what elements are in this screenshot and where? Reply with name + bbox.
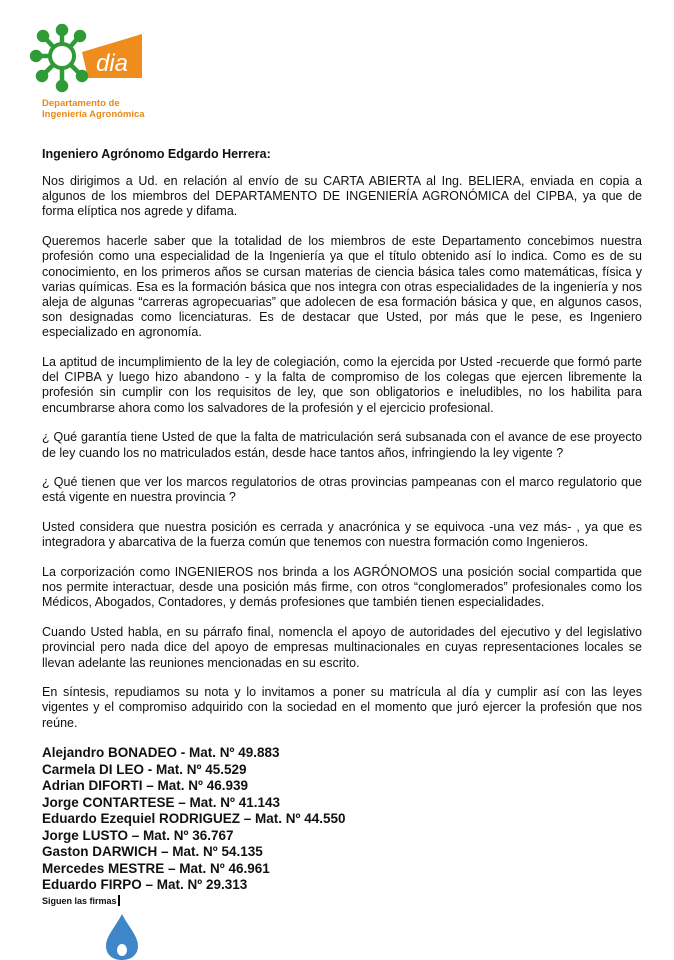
signature-list (42, 745, 642, 894)
closing-note-text: Siguen las firmas (42, 895, 117, 906)
signature-9: Eduardo FIRPO – Mat. Nº 29.313 (42, 877, 248, 893)
signature-3: Adrian DIFORTI – Mat. Nº 46.939 (42, 778, 248, 794)
paragraph-5: ¿ Qué tienen que ver los marcos regulatorios de otras provincias pampeanas con el marco regulatorio que está vigente en nuestra provincia ? (42, 475, 642, 505)
logo-wordmark: dia (96, 50, 129, 77)
paragraph-1: Nos dirigimos a Ud. en relación al envío de su CARTA ABIERTA al Ing. BELIERA, enviada en copia a algunos de los miembros del DEPARTAMENTO DE INGENIERÍA AGRONÓMICA del CIPBA, ya que de forma elíptica nos agrede y difama. (42, 174, 642, 219)
logo-caption-line1: Departamento de (42, 98, 120, 109)
paragraph-6: Usted considera que nuestra posición es cerrada y anacrónica y se equivoca -una vez más- , ya que es integradora y abarcativa de la fuerza común que tenemos con nuestra formación como Ingenieros. (42, 520, 642, 550)
green-sun-icon (30, 22, 150, 98)
paragraph-9: En síntesis, repudiamos su nota y lo invitamos a poner su matrícula al día y cumplir así con las leyes vigentes y el compromiso adquirido con la sociedad en el momento que juró ejercer la profesión que nos reúne. (42, 685, 642, 730)
logo-caption-line2: Ingeniería Agronómica (42, 109, 145, 120)
signature-6: Jorge LUSTO – Mat. Nº 36.767 (42, 827, 234, 843)
department-logo (30, 22, 150, 120)
letter-body (42, 147, 642, 907)
signature-4: Jorge CONTARTESE – Mat. Nº 41.143 (42, 794, 280, 810)
closing-note (42, 895, 642, 907)
paragraph-4: ¿ Qué garantía tiene Usted de que la falta de matriculación será subsanada con el avance de ese proyecto de ley cuando los no matriculados están, desde hace tantos años, infringiendo la ley vigente ? (42, 430, 642, 460)
salutation: Ingeniero Agrónomo Edgardo Herrera: (42, 147, 271, 161)
signature-7: Gaston DARWICH – Mat. Nº 54.135 (42, 844, 263, 860)
paragraph-8: Cuando Usted habla, en su párrafo final, nomencla el apoyo de autoridades del ejecutivo y del legislativo provincial pero nada dice del apoyo de empresas multinacionales en cuyas representaciones locales se llevan adelante las reuniones mencionadas en su escrito. (42, 625, 642, 670)
paragraph-7: La corporización como INGENIEROS nos brinda a los AGRÓNOMOS una posición social compartida que nos permite interactuar, desde una posición más firme, con otros “conglomerados” profesionales como los Médicos, Abogados, Contadores, y demás profesiones que también tienen especialidades. (42, 565, 642, 610)
text-cursor (118, 895, 120, 906)
signature-2: Carmela DI LEO - Mat. Nº 45.529 (42, 761, 247, 777)
paragraph-3: La aptitud de incumplimiento de la ley de colegiación, como la ejercida por Usted -recuerde que formó parte del CIPBA y luego hizo abandono - y la falta de compromiso de los colegas que ejercen libremente la profesión sin cumplir con los requisitos de ley, que son obligatorios e ineludibles, no los habilita para encumbrarse ahora como los salvadores de la profesión y el ejercicio profesional. (42, 355, 642, 415)
paragraph-2: Queremos hacerle saber que la totalidad de los miembros de este Departamento concebimos nuestra profesión como una especialidad de la Ingeniería ya que el título obtenido así lo indica. Como es de su conocimiento, en los primeros años se cursan materias de ciencia básica tales como matemáticas, física y varias químicas. Esa es la formación básica que nos integra con otras especialidades de la ingeniería y nos aleja de algunas “carreras agropecuarias” que adolecen de esa formación básica y que, en algunos casos, son designadas como licenciaturas. Es de destacar que Usted, por más que le pese, es Ingeniero especializado en agronomía. (42, 234, 642, 340)
water-drop-icon (104, 912, 140, 960)
signature-1: Alejandro BONADEO - Mat. Nº 49.883 (42, 745, 280, 761)
signature-5: Eduardo Ezequiel RODRIGUEZ – Mat. Nº 44.550 (42, 811, 346, 827)
signature-8: Mercedes MESTRE – Mat. Nº 46.961 (42, 860, 270, 876)
